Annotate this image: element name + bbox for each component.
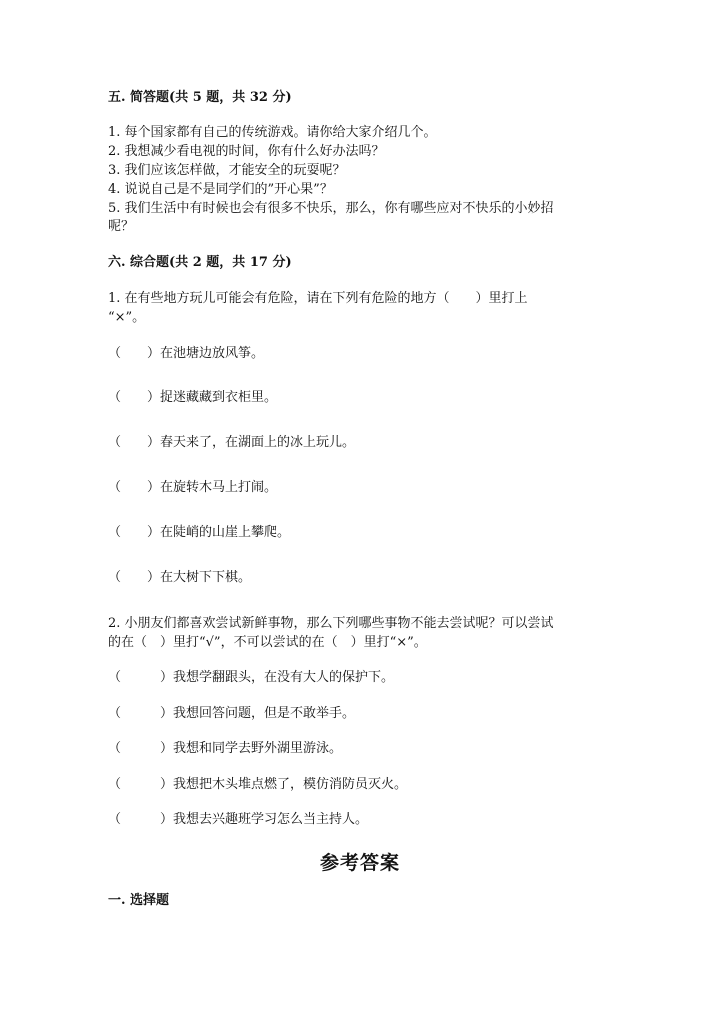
section6-heading: 六. 综合题(共 2 题，共 17 分) bbox=[108, 255, 292, 270]
section5-item-5: 5. 我们生活中有时候也会有很多不快乐，那么，你有哪些应对不快乐的小妙招 bbox=[108, 201, 554, 216]
q1-option-4: （ ）在旋转木马上打闹。 bbox=[108, 480, 278, 495]
q2-prompt-line2: 的在（ ）里打“√”，不可以尝试的在（ ）里打“×”。 bbox=[108, 635, 427, 650]
q1-prompt-line1: 1. 在有些地方玩儿可能会有危险，请在下列有危险的地方（ ）里打上 bbox=[108, 291, 528, 306]
answers-title: 参考答案 bbox=[319, 852, 400, 874]
section5-item-2: 2. 我想减少看电视的时间，你有什么好办法吗？ bbox=[108, 144, 385, 159]
q1-option-1: （ ）在池塘边放风筝。 bbox=[108, 346, 265, 361]
answers-section1-heading: 一. 选择题 bbox=[108, 893, 170, 908]
q2-option-1: （ ）我想学翻跟头，在没有大人的保护下。 bbox=[108, 670, 395, 685]
q2-option-4: （ ）我想把木头堆点燃了，模仿消防员灭火。 bbox=[108, 777, 408, 792]
q2-option-5: （ ）我想去兴趣班学习怎么当主持人。 bbox=[108, 812, 369, 827]
q1-option-6: （ ）在大树下下棋。 bbox=[108, 570, 252, 585]
section5-item-3: 3. 我们应该怎样做，才能安全的玩耍呢？ bbox=[108, 163, 346, 178]
q1-option-2: （ ）捉迷藏藏到衣柜里。 bbox=[108, 390, 278, 405]
q2-option-3: （ ）我想和同学去野外湖里游泳。 bbox=[108, 741, 343, 756]
q1-prompt-line2: “×”。 bbox=[108, 310, 146, 325]
section5-item-4: 4. 说说自己是不是同学们的”开心果”？ bbox=[108, 182, 333, 197]
section5-item-1: 1. 每个国家都有自己的传统游戏。请你给大家介绍几个。 bbox=[108, 125, 437, 140]
section5-item-5-cont: 呢？ bbox=[108, 219, 135, 234]
section5-heading: 五. 简答题(共 5 题，共 32 分) bbox=[108, 90, 292, 105]
q1-option-5: （ ）在陡峭的山崖上攀爬。 bbox=[108, 525, 291, 540]
q2-prompt-line1: 2. 小朋友们都喜欢尝试新鲜事物，那么下列哪些事物不能去尝试呢？可以尝试 bbox=[108, 616, 554, 631]
q1-option-3: （ ）春天来了，在湖面上的冰上玩儿。 bbox=[108, 435, 356, 450]
q2-option-2: （ ）我想回答问题，但是不敢举手。 bbox=[108, 706, 356, 721]
